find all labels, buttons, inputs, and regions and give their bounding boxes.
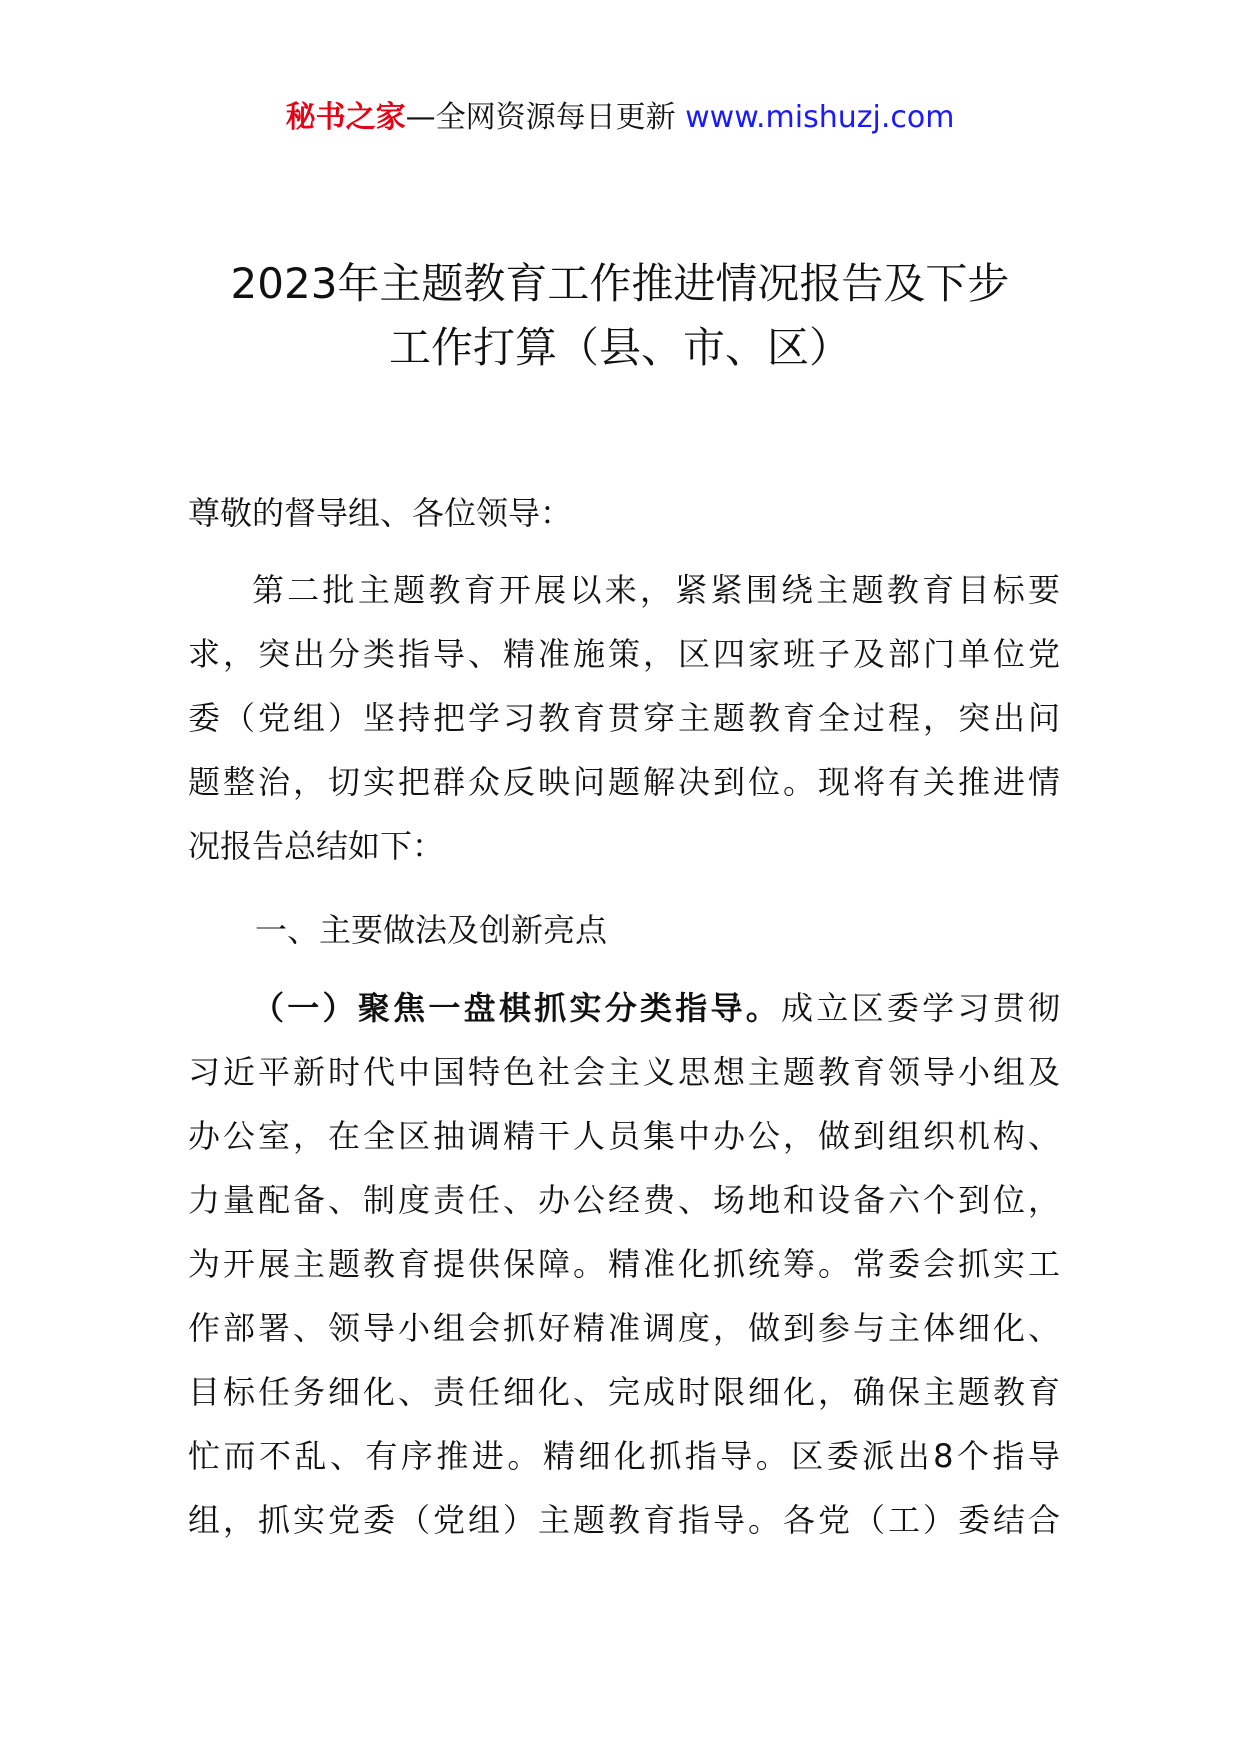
- paragraph-line-text: 成立区委学习贯彻: [781, 989, 1060, 1027]
- paragraph-line: 况报告总结如下：: [188, 827, 445, 865]
- paragraph-line: 忙而不乱、有序推进。精细化抓指导。区委派出8个指导: [188, 1437, 1060, 1475]
- paragraph-section-1: [188, 976, 1060, 1552]
- title-line-2: 工作打算（县、市、区）: [388, 323, 851, 372]
- paragraph-line: 为开展主题教育提供保障。精准化抓统筹。常委会抓实工: [188, 1245, 1060, 1283]
- section-heading-1: 一、主要做法及创新亮点: [255, 911, 608, 949]
- banner-tagline: —全网资源每日更新: [405, 100, 676, 135]
- paragraph-line: 作部署、领导小组会抓好精准调度，做到参与主体细化、: [188, 1309, 1060, 1347]
- document-title: [150, 252, 1090, 380]
- subsection-heading: （一）聚焦一盘棋抓实分类指导。: [252, 989, 782, 1027]
- paragraph-intro: [188, 558, 1060, 878]
- paragraph-line: 委（党组）坚持把学习教育贯穿主题教育全过程，突出问: [188, 699, 1060, 737]
- paragraph-line: [188, 976, 1060, 1040]
- paragraph-line: 目标任务细化、责任细化、完成时限细化，确保主题教育: [188, 1373, 1060, 1411]
- site-banner: [0, 98, 1240, 138]
- paragraph-line: 第二批主题教育开展以来，紧紧围绕主题教育目标要: [252, 571, 1060, 609]
- paragraph-line: 求，突出分类指导、精准施策，区四家班子及部门单位党: [188, 635, 1060, 673]
- paragraph-line: 组，抓实党委（党组）主题教育指导。各党（工）委结合: [188, 1501, 1060, 1539]
- paragraph-line: 办公室，在全区抽调精干人员集中办公，做到组织机构、: [188, 1117, 1060, 1155]
- paragraph-line: 力量配备、制度责任、办公经费、场地和设备六个到位，: [188, 1181, 1060, 1219]
- title-line-1: 2023年主题教育工作推进情况报告及下步: [230, 259, 1010, 308]
- brand-name: 秘书之家: [285, 100, 406, 135]
- paragraph-line: 题整治，切实把群众反映问题解决到位。现将有关推进情: [188, 763, 1060, 801]
- paragraph-line: 习近平新时代中国特色社会主义思想主题教育领导小组及: [188, 1053, 1060, 1091]
- site-url-link[interactable]: www.mishuzj.com: [685, 100, 955, 135]
- salutation: 尊敬的督导组、各位领导：: [188, 494, 573, 532]
